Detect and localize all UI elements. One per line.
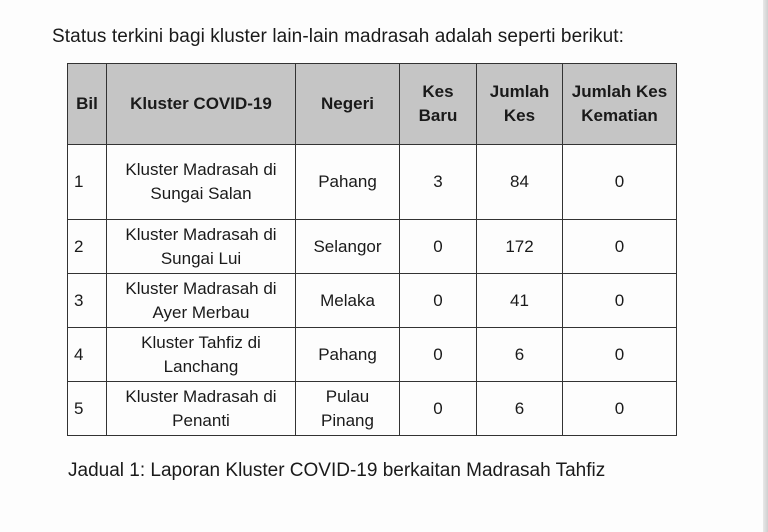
table-row	[68, 382, 677, 436]
cell-bil: 1	[68, 145, 107, 220]
cell-state: Pulau Pinang	[296, 382, 400, 436]
cell-cluster: Kluster Madrasah di Sungai Salan	[107, 145, 296, 220]
cell-state: Pahang	[296, 145, 400, 220]
cell-state: Pahang	[296, 328, 400, 382]
header-total-cases: Jumlah Kes	[477, 64, 563, 145]
cell-total-cases: 41	[477, 274, 563, 328]
cell-cluster: Kluster Madrasah di Sungai Lui	[107, 220, 296, 274]
table-header-row	[68, 64, 677, 145]
cell-total-cases: 84	[477, 145, 563, 220]
cluster-table	[67, 63, 677, 436]
cell-total-deaths: 0	[563, 382, 677, 436]
cell-new-cases: 3	[400, 145, 477, 220]
cell-total-deaths: 0	[563, 145, 677, 220]
header-bil: Bil	[68, 64, 107, 145]
header-state: Negeri	[296, 64, 400, 145]
cell-total-deaths: 0	[563, 328, 677, 382]
cell-total-deaths: 0	[563, 220, 677, 274]
cell-bil: 3	[68, 274, 107, 328]
cell-new-cases: 0	[400, 220, 477, 274]
cell-bil: 2	[68, 220, 107, 274]
cell-new-cases: 0	[400, 328, 477, 382]
header-new-cases: Kes Baru	[400, 64, 477, 145]
page-edge-shadow	[763, 0, 768, 532]
table-row	[68, 274, 677, 328]
cell-cluster: Kluster Tahfiz di Lanchang	[107, 328, 296, 382]
cell-state: Melaka	[296, 274, 400, 328]
cell-bil: 4	[68, 328, 107, 382]
cell-cluster: Kluster Madrasah di Penanti	[107, 382, 296, 436]
intro-text: Status terkini bagi kluster lain-lain madrasah adalah seperti berikut:	[52, 26, 625, 47]
header-total-deaths: Jumlah Kes Kematian	[563, 64, 677, 145]
cell-state: Selangor	[296, 220, 400, 274]
table-row	[68, 328, 677, 382]
table-caption: Jadual 1: Laporan Kluster COVID-19 berkaitan Madrasah Tahfiz	[68, 460, 606, 481]
cell-cluster: Kluster Madrasah di Ayer Merbau	[107, 274, 296, 328]
cell-total-deaths: 0	[563, 274, 677, 328]
table-row	[68, 145, 677, 220]
header-cluster: Kluster COVID-19	[107, 64, 296, 145]
cell-total-cases: 6	[477, 328, 563, 382]
cell-new-cases: 0	[400, 274, 477, 328]
cell-bil: 5	[68, 382, 107, 436]
table-row	[68, 220, 677, 274]
cell-total-cases: 172	[477, 220, 563, 274]
cell-new-cases: 0	[400, 382, 477, 436]
cell-total-cases: 6	[477, 382, 563, 436]
